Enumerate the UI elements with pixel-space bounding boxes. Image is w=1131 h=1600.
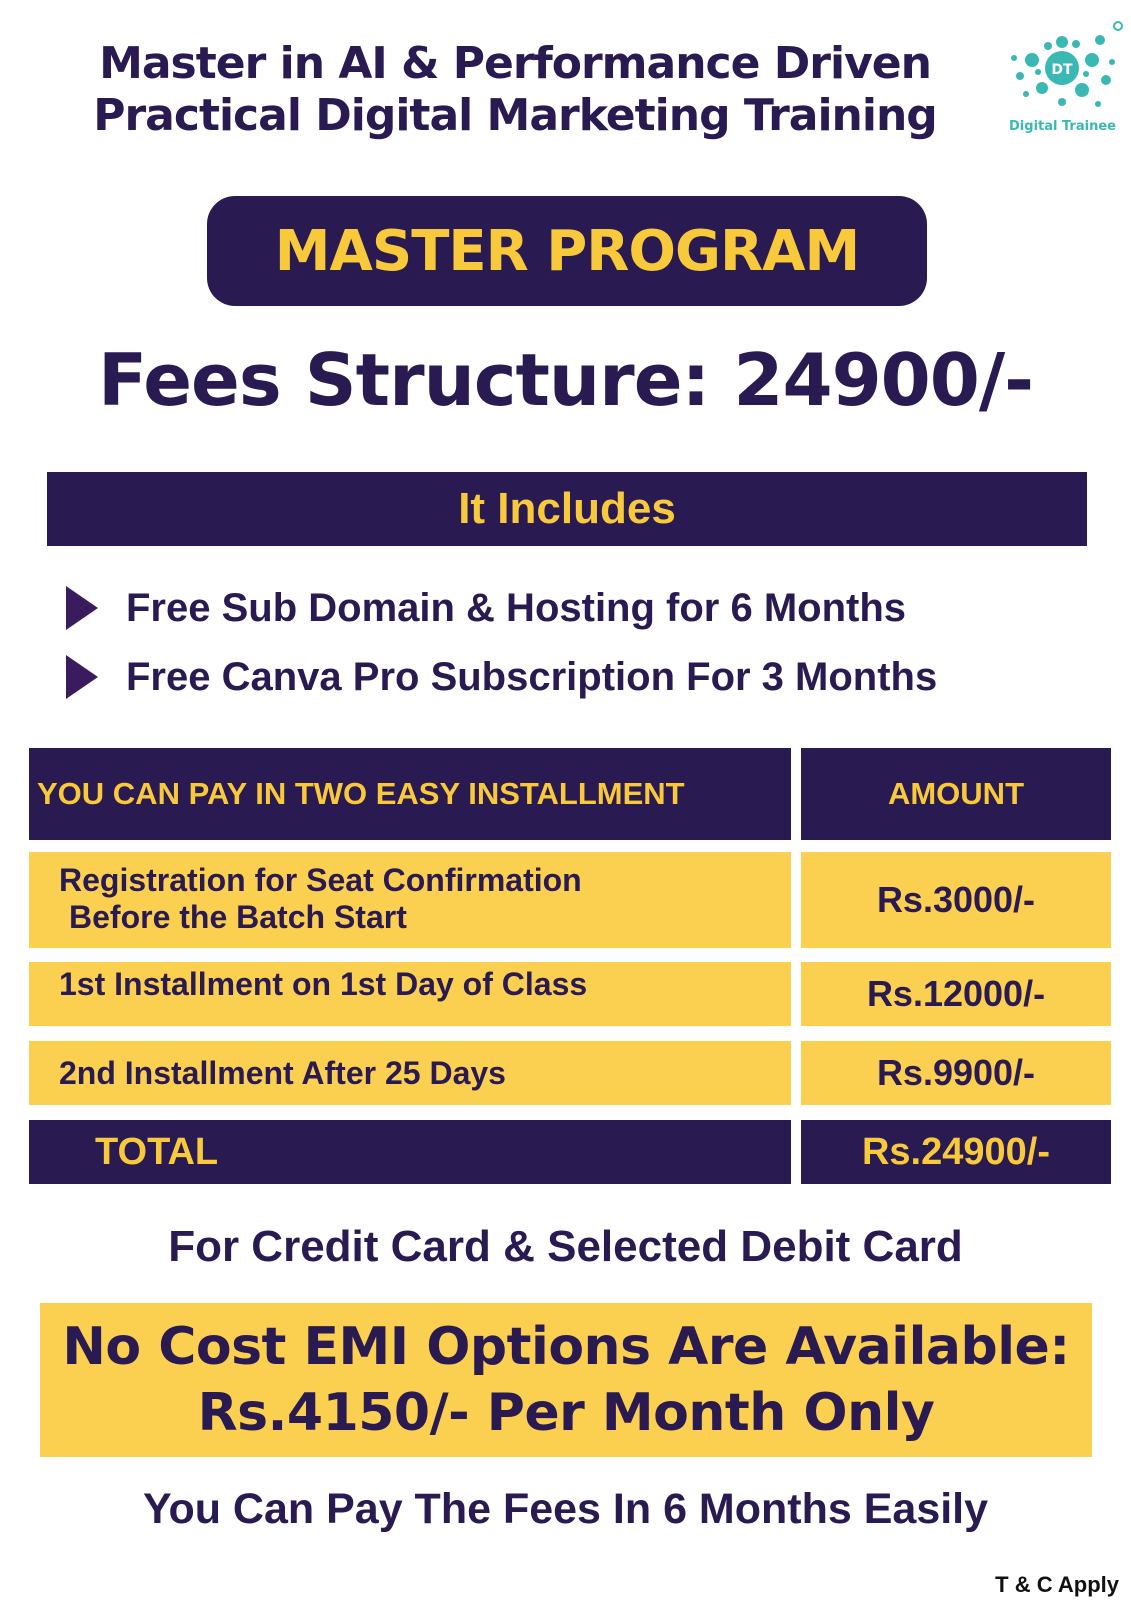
- terms-note: T & C Apply: [995, 1572, 1119, 1597]
- logo-network-icon: [1000, 18, 1125, 118]
- total-label: TOTAL: [95, 1130, 219, 1173]
- table-header-left: [29, 748, 791, 840]
- total-amount-cell: [801, 1120, 1111, 1184]
- row-amount: Rs.3000/-: [876, 879, 1036, 920]
- row-amount: Rs.9900/-: [876, 1052, 1036, 1093]
- emi-banner: [40, 1303, 1092, 1457]
- row-amount-cell: [801, 852, 1111, 948]
- table-row: [29, 962, 791, 1026]
- pay-easily-text: You Can Pay The Fees In 6 Months Easily: [142, 1485, 989, 1533]
- master-program-label: MASTER PROGRAM: [274, 218, 860, 284]
- include-item-text: Free Canva Pro Subscription For 3 Months: [126, 654, 938, 699]
- row-amount: Rs.12000/-: [866, 973, 1046, 1014]
- includes-heading: It Includes: [458, 484, 676, 533]
- include-item: [66, 652, 937, 702]
- logo-initials: DT: [1051, 62, 1073, 78]
- title-line-1: Master in AI & Performance Driven: [99, 38, 931, 89]
- card-eligibility-text: For Credit Card & Selected Debit Card: [168, 1222, 963, 1271]
- emi-line-1: No Cost EMI Options Are Available:: [62, 1317, 1070, 1377]
- fees-structure-heading: Fees Structure: 24900/-: [97, 338, 1034, 422]
- header-left-text: YOU CAN PAY IN TWO EASY INSTALLMENT: [37, 776, 685, 811]
- digital-trainee-logo: [1000, 18, 1125, 138]
- total-amount: Rs.24900/-: [861, 1130, 1050, 1173]
- arrow-right-icon: [66, 655, 98, 699]
- table-row: [29, 852, 791, 948]
- emi-line-2: Rs.4150/- Per Month Only: [197, 1383, 935, 1443]
- table-header-right: [801, 748, 1111, 840]
- includes-banner: [47, 472, 1087, 546]
- row-label: 2nd Installment After 25 Days: [59, 1054, 506, 1091]
- total-row: [29, 1120, 791, 1184]
- row-label-line2: Before the Batch Start: [69, 899, 407, 935]
- row-amount-cell: [801, 1041, 1111, 1105]
- arrow-right-icon: [66, 586, 98, 630]
- include-item-text: Free Sub Domain & Hosting for 6 Months: [126, 585, 907, 630]
- title-line-2: Practical Digital Marketing Training: [93, 90, 937, 141]
- master-program-badge: [207, 196, 927, 306]
- include-item: [66, 583, 906, 633]
- header-right-text: AMOUNT: [887, 776, 1025, 811]
- table-row: [29, 1041, 791, 1105]
- row-label: 1st Installment on 1st Day of Class: [59, 966, 588, 1002]
- logo-caption: Digital Trainee: [1009, 119, 1116, 134]
- row-amount-cell: [801, 962, 1111, 1026]
- row-label: Registration for Seat Confirmation: [59, 862, 582, 898]
